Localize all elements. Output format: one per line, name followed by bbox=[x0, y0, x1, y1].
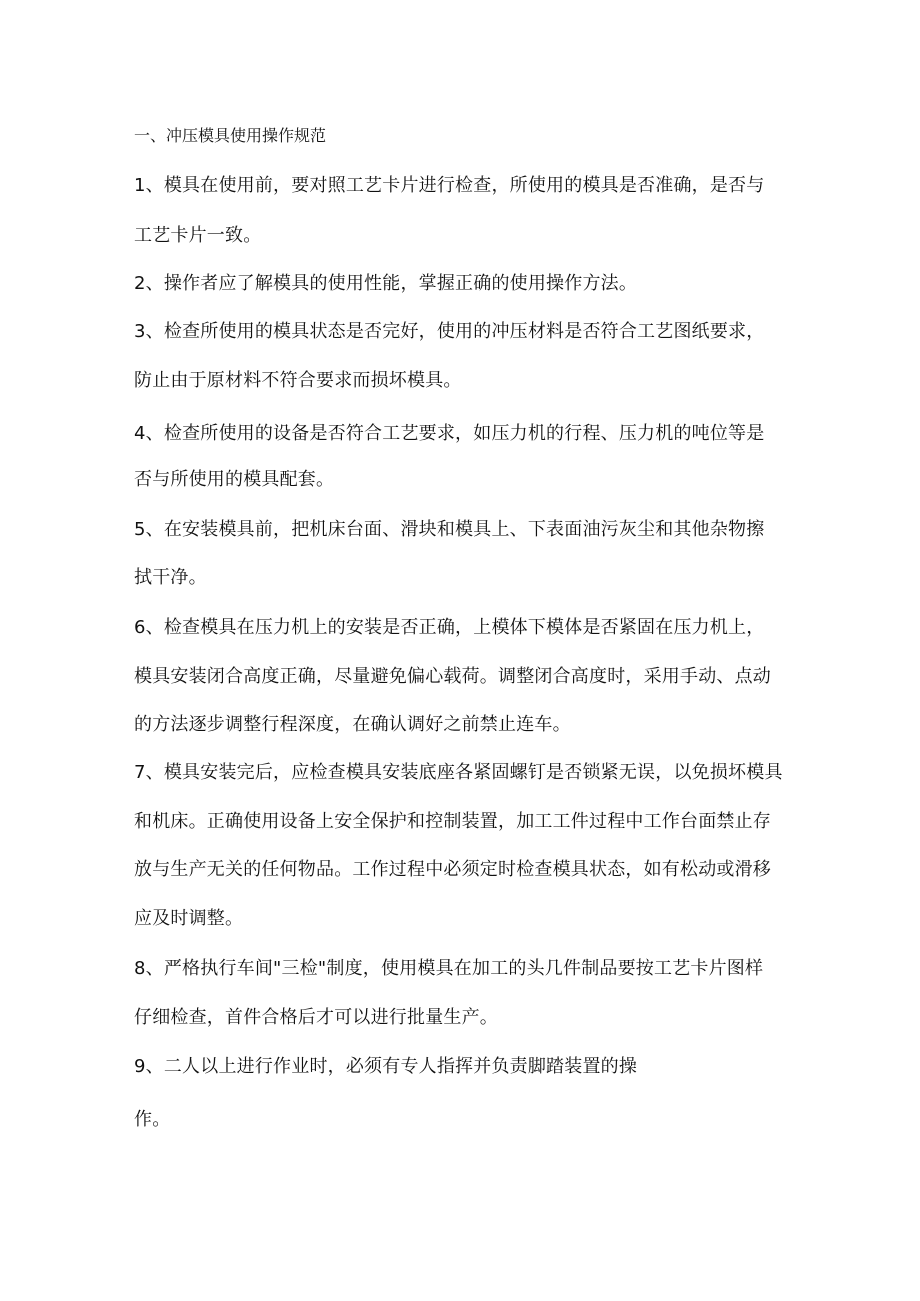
text-line: 7、模具安装完后，应检查模具安装底座各紧固螺钉是否锁紧无误，以免损坏模具 bbox=[134, 762, 783, 783]
text-line: 6、检查模具在压力机上的安装是否正确，上模体下模体是否紧固在压力机上， bbox=[134, 617, 765, 638]
text-line: 5、在安装模具前，把机床台面、滑块和模具上、下表面油污灰尘和其他杂物擦 bbox=[134, 519, 765, 540]
text-line: 2、操作者应了解模具的使用性能，掌握正确的使用操作方法。 bbox=[134, 273, 638, 294]
text-line: 4、检查所使用的设备是否符合工艺要求，如压力机的行程、压力机的吨位等是 bbox=[134, 423, 765, 444]
text-line: 9、二人以上进行作业时，必须有专人指挥并负责脚踏装置的操 bbox=[134, 1056, 638, 1077]
text-line: 拭干净。 bbox=[134, 567, 207, 588]
text-line: 工艺卡片一致。 bbox=[134, 225, 262, 246]
text-line: 1、模具在使用前，要对照工艺卡片进行检查，所使用的模具是否准确，是否与 bbox=[134, 175, 765, 196]
section-title: 一、冲压模具使用操作规范 bbox=[134, 126, 327, 145]
text-line: 防止由于原材料不符合要求而损坏模具。 bbox=[134, 370, 462, 391]
text-line: 仔细检查，首件合格后才可以进行批量生产。 bbox=[134, 1007, 498, 1028]
text-line: 3、检查所使用的模具状态是否完好，使用的冲压材料是否符合工艺图纸要求， bbox=[134, 321, 765, 342]
text-line: 模具安装闭合高度正确，尽量避免偏心载荷。调整闭合高度时，采用手动、点动 bbox=[134, 666, 771, 687]
text-line: 和机床。正确使用设备上安全保护和控制装置，加工工件过程中工作台面禁止存 bbox=[134, 811, 771, 832]
text-line: 放与生产无关的任何物品。工作过程中必须定时检查模具状态，如有松动或滑移 bbox=[134, 859, 771, 880]
text-line: 8、严格执行车间"三检"制度，使用模具在加工的头几件制品要按工艺卡片图样 bbox=[134, 958, 764, 979]
text-line: 的方法逐步调整行程深度，在确认调好之前禁止连车。 bbox=[134, 714, 571, 735]
text-line: 作。 bbox=[134, 1109, 171, 1130]
text-line: 应及时调整。 bbox=[134, 908, 244, 929]
text-line: 否与所使用的模具配套。 bbox=[134, 469, 335, 490]
